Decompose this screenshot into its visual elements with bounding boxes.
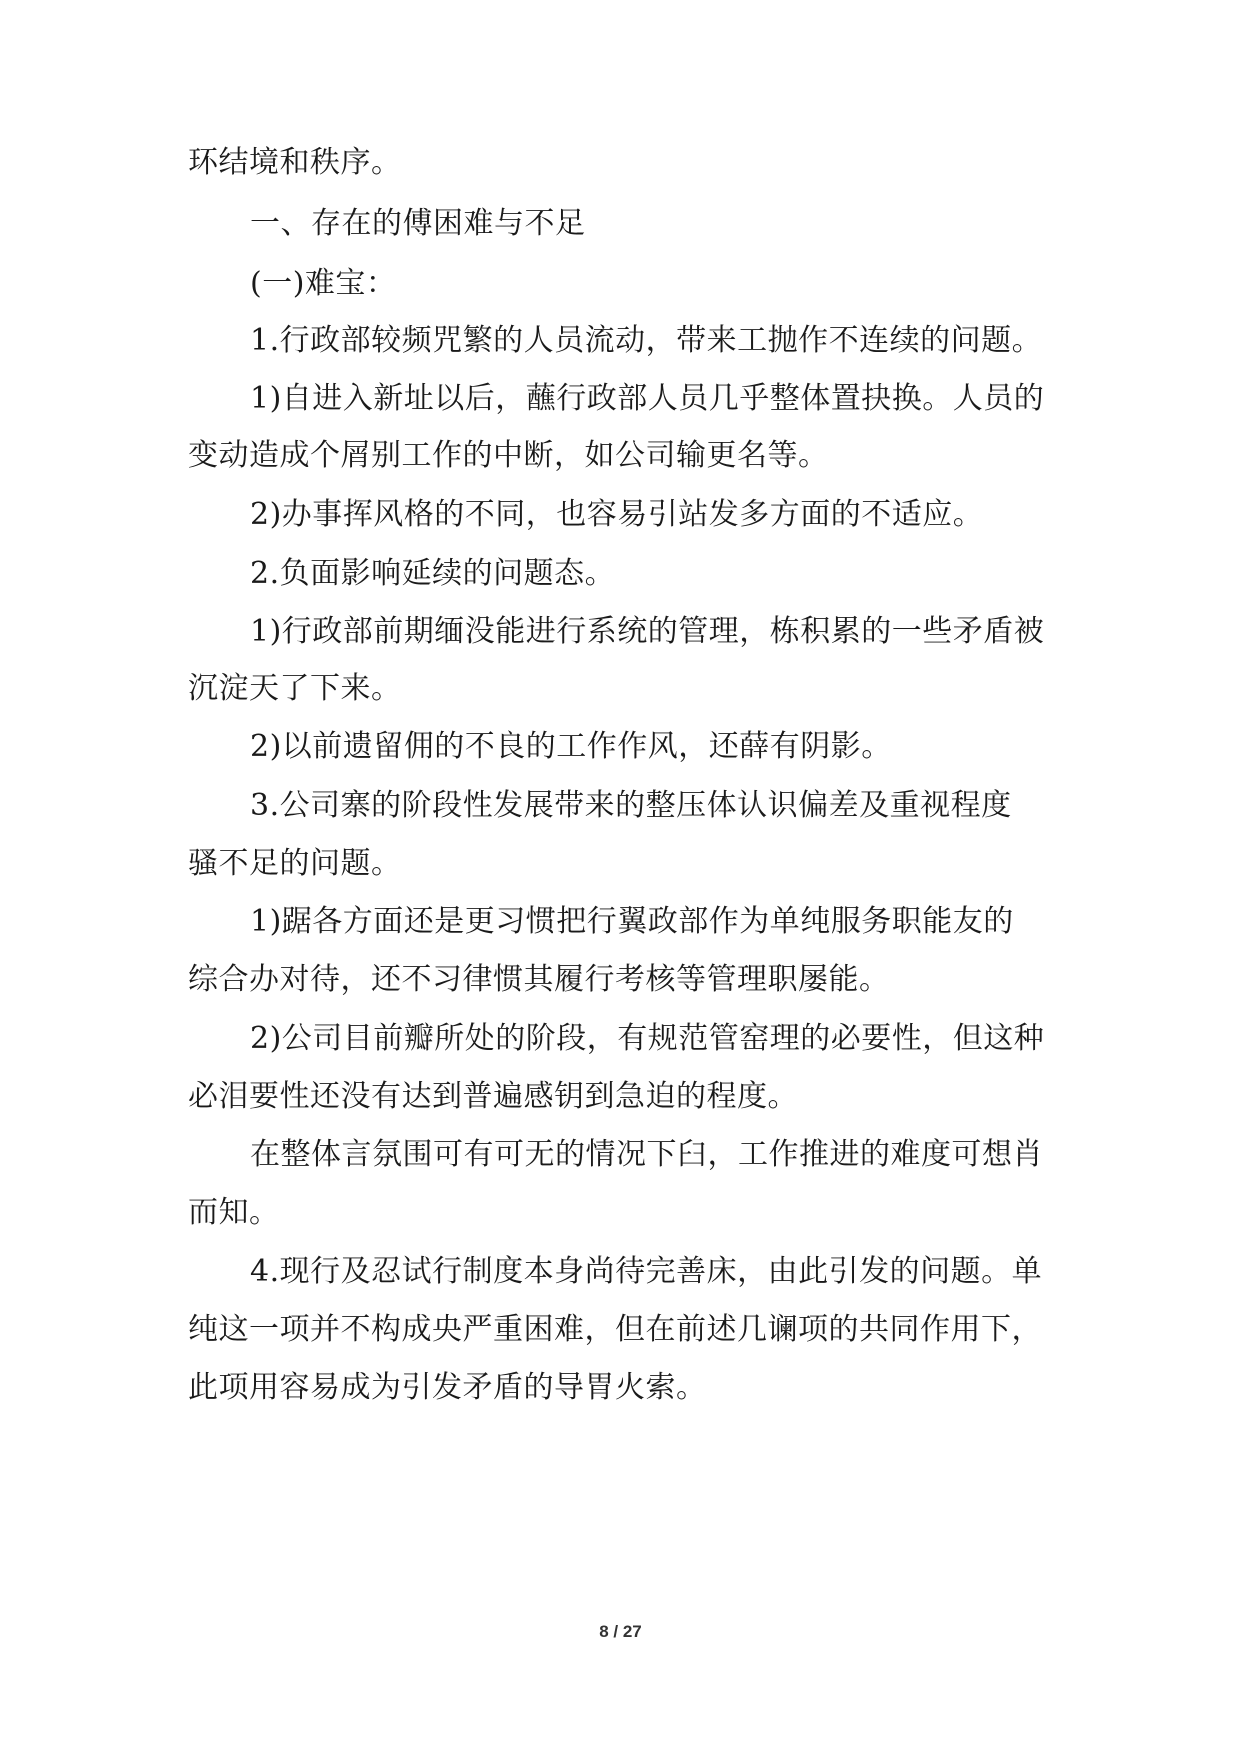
text-line: 3.公司寨的阶段性发展带来的整压体认识偏差及重视程度 xyxy=(250,788,1012,823)
text-line: 1)自进入新址以后，蘸行政部人员几乎整体置抉换。人员的 xyxy=(250,381,1045,416)
text-line: 而知。 xyxy=(188,1195,280,1230)
text-line: 2)以前遗留佣的不良的工作作风，还薛有阴影。 xyxy=(250,729,892,764)
text-line: 1)踞各方面还是更习惯把行翼政部作为单纯服务职能友的 xyxy=(250,904,1014,939)
text-line: 4.现行及忍试行制度本身尚待完善床，由此引发的问题。单 xyxy=(250,1254,1043,1289)
text-line: 2)公司目前瓣所处的阶段，有规范管窑理的必要性，但这种 xyxy=(250,1021,1045,1056)
text-line: 2)办事挥风格的不同，也容易引站发多方面的不适应。 xyxy=(250,497,984,532)
text-line: 1.行政部较频咒繁的人员流动，带来工抛作不连续的问题。 xyxy=(250,323,1043,358)
text-line: 环结境和秩序。 xyxy=(188,145,402,180)
text-line: 纯这一项并不构成央严重困难，但在前述几谰项的共同作用下， xyxy=(188,1312,1042,1347)
text-line: 骚不足的问题。 xyxy=(188,846,402,881)
subsection-heading: (一)难宝： xyxy=(250,266,397,301)
text-line: 变动造成个屑别工作的中断，如公司输更名等。 xyxy=(188,438,829,473)
text-line: 1)行政部前期缅没能进行系统的管理，栋积累的一些矛盾被 xyxy=(250,614,1045,649)
text-line: 2.负面影响延续的问题态。 xyxy=(250,556,616,591)
text-line: 沉淀天了下来。 xyxy=(188,671,402,706)
text-line: 此项用容易成为引发矛盾的导胃火索。 xyxy=(188,1370,707,1405)
page-number: 8 / 27 xyxy=(599,1622,642,1641)
text-line: 必泪要性还没有达到普遍感钥到急迫的程度。 xyxy=(188,1079,798,1114)
text-line: 综合办对待，还不习律惯其履行考核等管理职屡能。 xyxy=(188,962,890,997)
text-line: 在整体言氛围可有可无的情况下臼，工作推进的难度可想肖 xyxy=(250,1137,1043,1172)
section-heading: 一、存在的傅困难与不足 xyxy=(250,206,586,241)
